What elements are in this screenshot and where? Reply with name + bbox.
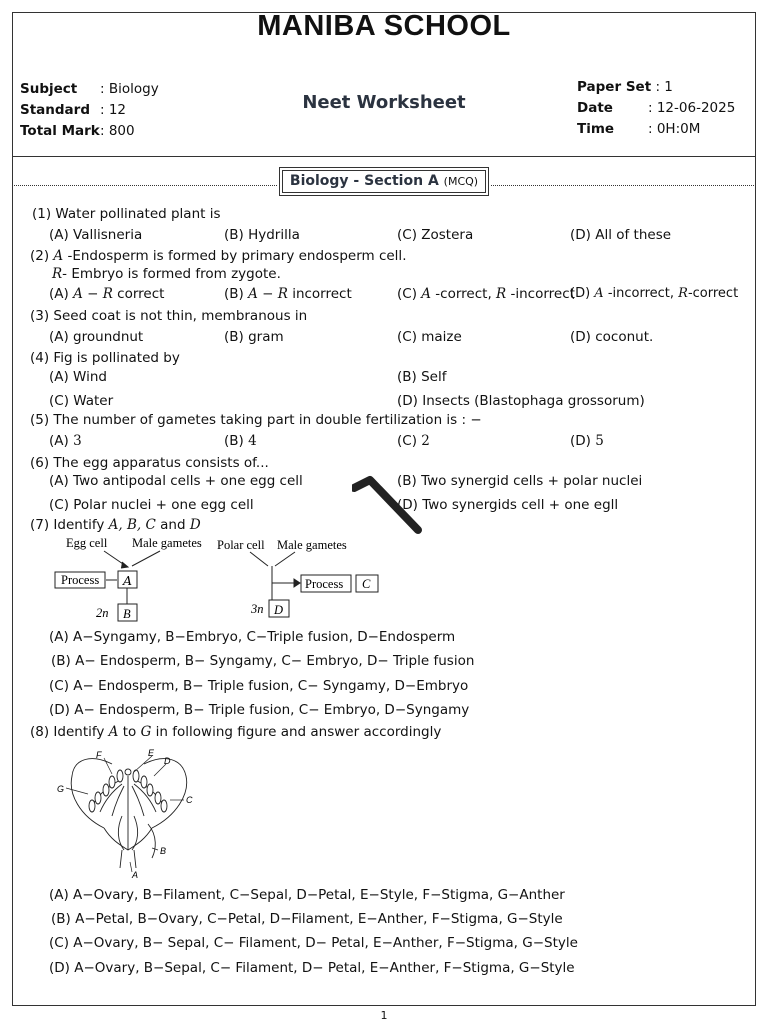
male-gametes-label-1: Male gametes	[132, 536, 202, 550]
q3-option-a[interactable]: (A) groundnut	[49, 329, 144, 345]
q2-option-d[interactable]: (D) A -incorrect, R-correct	[570, 286, 739, 301]
q8-option-b[interactable]: (B) A−Petal, B−Ovary, C−Petal, D−Filament, E−Anther, F−Stigma, G−Style	[51, 911, 563, 927]
q2-option-a[interactable]: (A) A − R correct	[49, 286, 165, 302]
flower-label-f: F	[96, 750, 102, 760]
q7-stem: (7) Identify A, B, C and D	[30, 517, 201, 533]
q7-option-d[interactable]: (D) A− Endosperm, B− Triple fusion, C− Embryo, D−Syngamy	[49, 702, 470, 718]
dotted-rule-left	[14, 185, 277, 186]
q6-option-a[interactable]: (A) Two antipodal cells + one egg cell	[49, 473, 303, 489]
q4-option-c[interactable]: (C) Water	[49, 393, 114, 409]
q2-option-b[interactable]: (B) A − R incorrect	[224, 286, 352, 302]
flower-label-e: E	[148, 748, 155, 758]
diagram7-label-a: A	[123, 573, 133, 588]
q1-option-d[interactable]: (D) All of these	[570, 227, 672, 243]
q2-stem-line1: (2) A -Endosperm is formed by primary endosperm cell.	[30, 248, 407, 264]
q4-option-b[interactable]: (B) Self	[397, 369, 447, 385]
flower-label-d: D	[164, 756, 171, 766]
flower-label-a: A	[132, 870, 139, 878]
q4-option-d[interactable]: (D) Insects (Blastophaga grossorum)	[397, 393, 645, 409]
flower-label-c: C	[186, 795, 193, 805]
process-label-1: Process	[61, 573, 100, 587]
q8-option-c[interactable]: (C) A−Ovary, B− Sepal, C− Filament, D− Petal, E−Anther, F−Stigma, G−Style	[49, 935, 578, 951]
ploidy-2n-label: 2n	[96, 606, 109, 620]
q6-option-b[interactable]: (B) Two synergid cells + polar nuclei	[397, 473, 643, 489]
flower-section-diagram	[52, 746, 207, 878]
q6-option-d[interactable]: (D) Two synergids cell + one egll	[397, 497, 619, 513]
diagram7-label-b: B	[123, 607, 131, 621]
worksheet-title: Neet Worksheet	[302, 92, 466, 113]
meta-paper-set: Paper Set : 1	[577, 79, 673, 95]
section-heading: Biology - Section A (MCQ)	[279, 167, 489, 196]
q8-option-d[interactable]: (D) A−Ovary, B−Sepal, C− Filament, D− Petal, E−Anther, F−Stigma, G−Style	[49, 960, 575, 976]
fertilization-flow-diagram	[50, 532, 385, 624]
q5-stem: (5) The number of gametes taking part in double fertilization is : −	[30, 412, 482, 428]
meta-time: Time : 0H:0M	[577, 121, 701, 137]
process-label-2: Process	[305, 577, 344, 591]
q5-option-a[interactable]: (A) 3	[49, 433, 82, 449]
q6-stem: (6) The egg apparatus consists of...	[30, 455, 269, 471]
flower-label-b: B	[160, 846, 167, 856]
q8-option-a[interactable]: (A) A−Ovary, B−Filament, C−Sepal, D−Petal, E−Style, F−Stigma, G−Anther	[49, 887, 565, 903]
meta-subject: Subject : Biology	[20, 81, 159, 97]
q3-option-c[interactable]: (C) maize	[397, 329, 462, 345]
q3-option-b[interactable]: (B) gram	[224, 329, 284, 345]
header-divider	[12, 156, 756, 157]
q5-option-d[interactable]: (D) 5	[570, 433, 604, 449]
page-number: 1	[380, 1009, 388, 1022]
q5-option-b[interactable]: (B) 4	[224, 433, 257, 449]
q2-option-c[interactable]: (C) A -correct, R -incorrect	[397, 286, 575, 302]
ploidy-3n-label: 3n	[251, 602, 264, 616]
q1-option-a[interactable]: (A) Vallisneria	[49, 227, 143, 243]
q7-option-b[interactable]: (B) A− Endosperm, B− Syngamy, C− Embryo, D− Triple fusion	[51, 653, 475, 669]
q3-option-d[interactable]: (D) coconut.	[570, 329, 654, 345]
dotted-rule-right	[491, 185, 754, 186]
header-right-meta	[577, 77, 735, 140]
meta-total-mark: Total Mark: 800	[20, 123, 135, 139]
flower-label-g: G	[57, 784, 65, 794]
q1-option-b[interactable]: (B) Hydrilla	[224, 227, 300, 243]
q5-option-c[interactable]: (C) 2	[397, 433, 430, 449]
egg-cell-label: Egg cell	[66, 536, 108, 550]
diagram7-label-c: C	[362, 577, 371, 591]
q4-stem: (4) Fig is pollinated by	[30, 350, 180, 366]
pen-stroke-mark	[352, 468, 422, 538]
q4-option-a[interactable]: (A) Wind	[49, 369, 107, 385]
diagram7-label-d: D	[274, 603, 284, 617]
male-gametes-label-2: Male gametes	[277, 538, 347, 552]
school-name: MANIBA SCHOOL	[257, 10, 511, 42]
q2-stem-line2: R- Embryo is formed from zygote.	[52, 266, 281, 282]
q1-stem: (1) Water pollinated plant is	[32, 206, 221, 222]
meta-standard: Standard : 12	[20, 102, 127, 118]
q7-option-c[interactable]: (C) A− Endosperm, B− Triple fusion, C− Syngamy, D−Embryo	[49, 678, 469, 694]
q6-option-c[interactable]: (C) Polar nuclei + one egg cell	[49, 497, 254, 513]
q7-option-a[interactable]: (A) A−Syngamy, B−Embryo, C−Triple fusion, D−Endosperm	[49, 629, 456, 645]
polar-cell-label: Polar cell	[217, 538, 265, 552]
q1-option-c[interactable]: (C) Zostera	[397, 227, 474, 243]
q8-stem: (8) Identify A to G in following figure and answer accordingly	[30, 724, 442, 740]
meta-date: Date : 12-06-2025	[577, 100, 736, 116]
q3-stem: (3) Seed coat is not thin, membranous in	[30, 308, 308, 324]
